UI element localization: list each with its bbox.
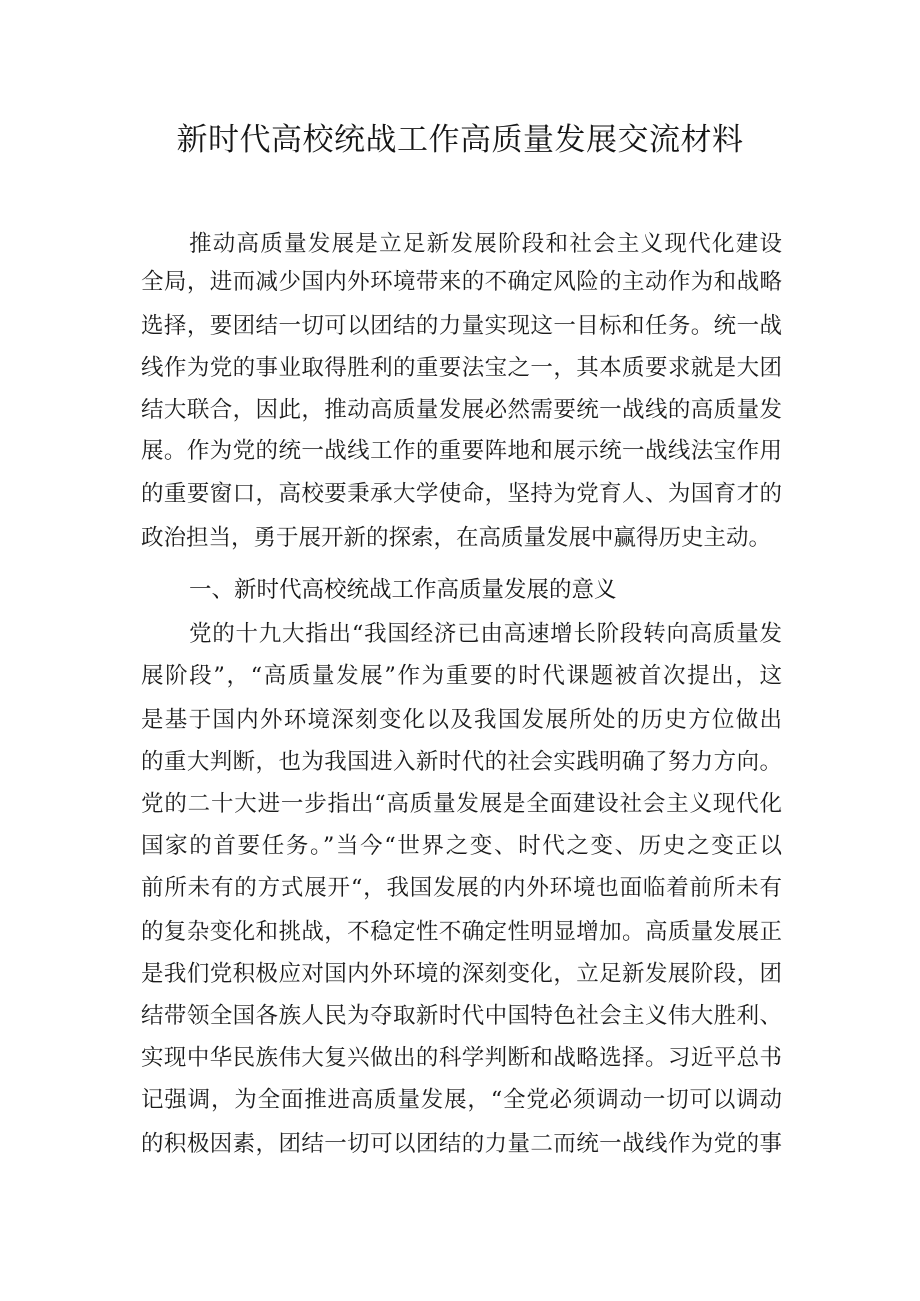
paragraph-2-line: 的复杂变化和挑战，不稳定性不确定性明显增加。高质量发展正 bbox=[141, 919, 782, 945]
paragraph-2-line: 前所未有的方式展开“，我国发展的内外环境也面临着前所未有 bbox=[141, 875, 782, 901]
paragraph-2-line: 党的二十大进一步指出“高质量发展是全面建设社会主义现代化 bbox=[141, 791, 782, 817]
paragraph-1-line: 的重要窗口，高校要秉承大学使命，坚持为党育人、为国育才的 bbox=[141, 481, 782, 507]
paragraph-2-line: 党的十九大指出“我国经济已由高速增长阶段转向高质量发 bbox=[189, 621, 782, 647]
paragraph-2-line: 的重大判断，也为我国进入新时代的社会实践明确了努力方向。 bbox=[141, 749, 782, 775]
section-1-heading: 一、新时代高校统战工作高质量发展的意义 bbox=[189, 577, 617, 603]
document-title: 新时代高校统战工作高质量发展交流材料 bbox=[176, 122, 744, 158]
paragraph-1-line: 全局，进而减少国内外环境带来的不确定风险的主动作为和战略 bbox=[141, 269, 782, 295]
paragraph-1-line: 结大联合，因此，推动高质量发展必然需要统一战线的高质量发 bbox=[141, 397, 782, 423]
paragraph-1-line: 展。作为党的统一战线工作的重要阵地和展示统一战线法宝作用 bbox=[141, 438, 782, 464]
paragraph-2-line: 是基于国内外环境深刻变化以及我国发展所处的历史方位做出 bbox=[141, 707, 782, 733]
paragraph-2-line: 的积极因素，团结一切可以团结的力量二而统一战线作为党的事 bbox=[141, 1131, 782, 1157]
paragraph-2-line: 国家的首要任务。”当今“世界之变、时代之变、历史之变正以 bbox=[141, 833, 782, 859]
paragraph-2-line: 实现中华民族伟大复兴做出的科学判断和战略选择。习近平总书 bbox=[141, 1045, 782, 1071]
paragraph-1-line: 选择，要团结一切可以团结的力量实现这一目标和任务。统一战 bbox=[141, 313, 782, 339]
paragraph-1-line: 线作为党的事业取得胜利的重要法宝之一，其本质要求就是大团 bbox=[141, 355, 782, 381]
paragraph-2-line: 是我们党积极应对国内外环境的深刻变化，立足新发展阶段，团 bbox=[141, 961, 782, 987]
paragraph-2-line: 结带领全国各族人民为夺取新时代中国特色社会主义伟大胜利、 bbox=[141, 1003, 782, 1029]
paragraph-2-line: 展阶段”，“高质量发展”作为重要的时代课题被首次提出，这 bbox=[141, 663, 782, 689]
paragraph-1-line: 政治担当，勇于展开新的探索，在高质量发展中赢得历史主动。 bbox=[141, 525, 772, 551]
paragraph-1-line: 推动高质量发展是立足新发展阶段和社会主义现代化建设 bbox=[189, 231, 782, 257]
paragraph-2-line: 记强调，为全面推进高质量发展，“全党必须调动一切可以调动 bbox=[141, 1087, 782, 1113]
